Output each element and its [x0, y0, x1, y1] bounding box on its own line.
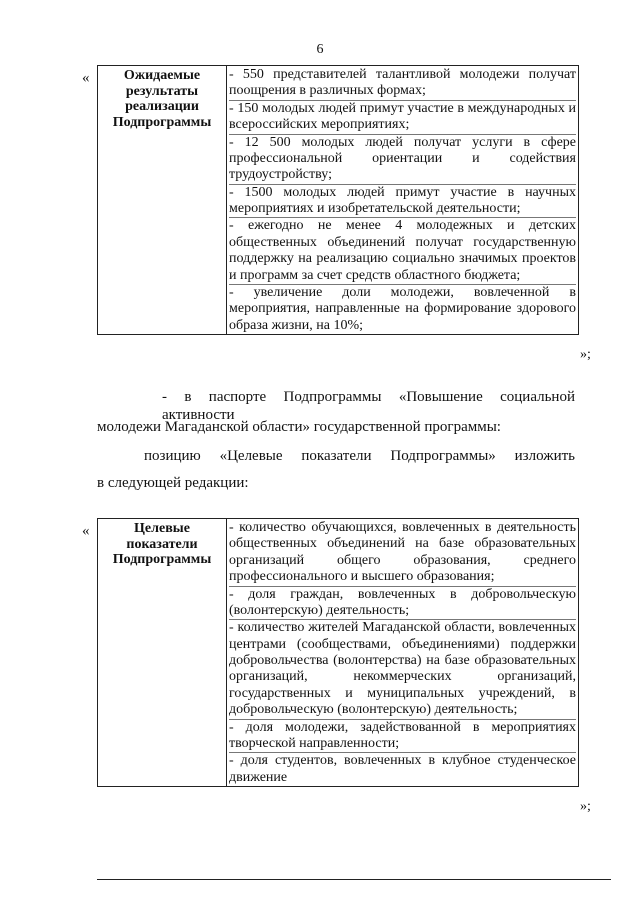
results-item: - ежегодно не менее 4 молодежных и детских общественных объединений получат государственную поддержку на реализацию социально значимых проектов и программ за счет средств областного бюджета;	[229, 218, 576, 285]
indicators-heading: Целевые показатели Подпрограммы	[98, 519, 227, 787]
indicators-table	[97, 518, 579, 787]
open-quote-1: «	[82, 70, 90, 86]
results-item: - 550 представителей талантливой молодежи получат поощрения в различных формах;	[229, 67, 576, 101]
results-items	[227, 66, 579, 335]
indicators-items	[227, 519, 579, 787]
results-item: - 12 500 молодых людей получат услуги в сфере профессиональной ориентации и содействия трудоустройству;	[229, 135, 576, 185]
paragraph-passport: - в паспорте Подпрограммы «Повышение социальной активности	[162, 389, 575, 423]
results-item: - 150 молодых людей примут участие в международных и всероссийских мероприятиях;	[229, 101, 576, 135]
page-number: 6	[316, 42, 324, 57]
paragraph-position: позицию «Целевые показатели Подпрограммы» изложить	[144, 448, 575, 464]
indicators-item: - доля студентов, вовлеченных в клубное студенческое движение	[229, 753, 576, 785]
results-item: - увеличение доли молодежи, вовлеченной в мероприятия, направленные на формирование здорового образа жизни, на 10%;	[229, 284, 576, 333]
indicators-item: - доля молодежи, задействованной в мероприятиях творческой направленности;	[229, 720, 576, 754]
results-heading: Ожидаемые результаты реализации Подпрограммы	[98, 66, 227, 335]
indicators-item: - количество жителей Магаданской области, вовлеченных центрами (сообществами, объединениями) поддержки добровольчества (волонтерства) на базе образовательных организаций, некоммерческих организаций, государственных и муниципальных учреждений, в добровольческую (волонтерскую) деятельность;	[229, 620, 576, 719]
open-quote-2: «	[82, 523, 90, 539]
results-table	[97, 65, 579, 335]
results-item: - 1500 молодых людей примут участие в научных мероприятиях и изобретательской деятельности;	[229, 185, 576, 219]
paragraph-program: молодежи Магаданской области» государственной программы:	[97, 419, 501, 435]
footer-divider	[97, 879, 611, 880]
close-quote-2: »;	[580, 799, 591, 814]
indicators-item: - количество обучающихся, вовлеченных в деятельность общественных объединений на базе образовательных организаций общего образования, среднего профессионального и высшего образования;	[229, 520, 576, 587]
close-quote-1: »;	[580, 347, 591, 362]
paragraph-edition: в следующей редакции:	[97, 475, 249, 491]
indicators-item: - доля граждан, вовлеченных в добровольческую (волонтерскую) деятельность;	[229, 587, 576, 621]
